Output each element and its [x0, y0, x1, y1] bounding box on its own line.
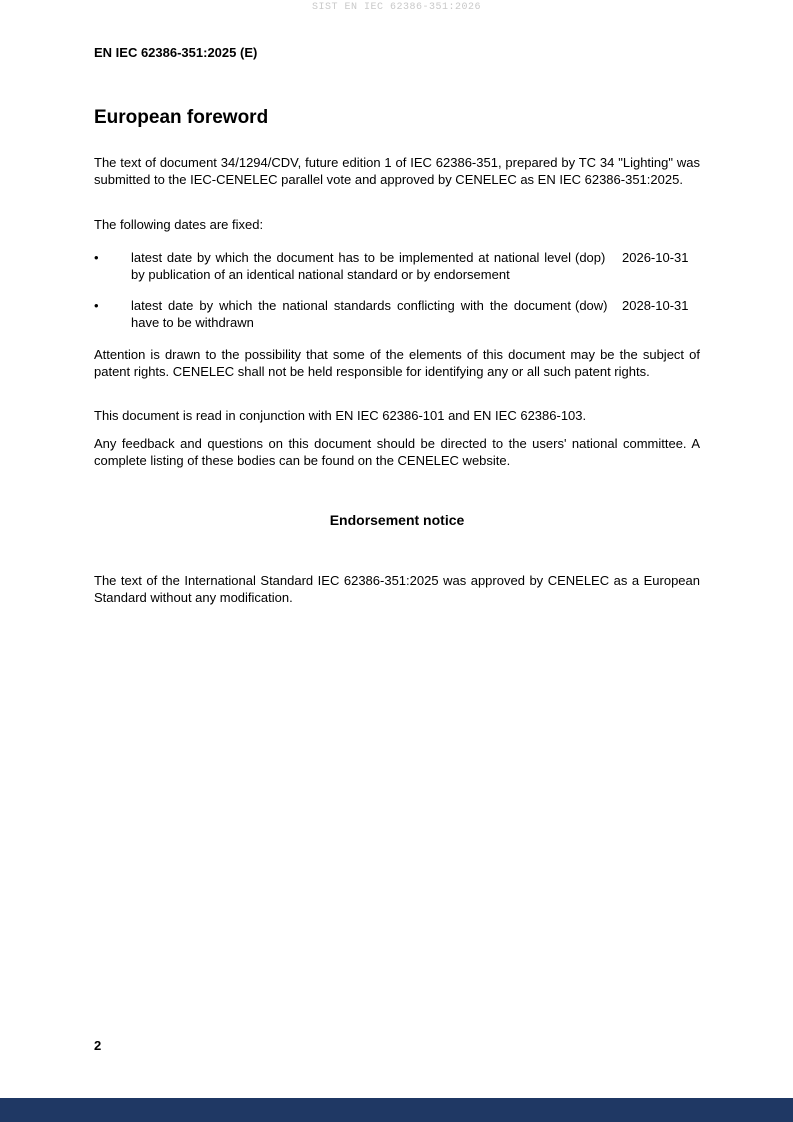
date-item-dop — [94, 249, 700, 283]
date-item-value: 2028-10-31 — [622, 298, 689, 313]
foreword-title: European foreword — [94, 107, 269, 128]
patent-rights-paragraph: Attention is drawn to the possibility that some of the elements of this document may be the subject of patent rights. CENELEC shall not be held responsible for identifying any or all such patent rights. — [94, 347, 700, 379]
document-reference-header: EN IEC 62386-351:2025 (E) — [94, 45, 258, 60]
endorsement-notice-title: Endorsement notice — [329, 512, 465, 528]
date-item-value: 2026-10-31 — [622, 250, 689, 265]
date-item-text: latest date by which the document has to be implemented at national level by publication of an identical national standard or by endorsement — [131, 250, 571, 282]
date-item-text: latest date by which the national standards conflicting with the document have to be withdrawn — [131, 298, 571, 330]
foreword-intro-paragraph: The text of document 34/1294/CDV, future edition 1 of IEC 62386-351, prepared by TC 34 "Lighting" was submitted to the IEC-CENELEC parallel vote and approved by CENELEC as EN IEC 62386-351:2025. — [94, 155, 700, 187]
endorsement-paragraph: The text of the International Standard IEC 62386-351:2025 was approved by CENELEC as a European Standard without any modification. — [94, 573, 700, 605]
bullet-marker: • — [94, 298, 99, 313]
page-content — [94, 0, 700, 606]
date-item-label: (dop) — [575, 250, 606, 265]
page-number: 2 — [94, 1038, 102, 1053]
conjunction-paragraph: This document is read in conjunction with EN IEC 62386-101 and EN IEC 62386-103. — [94, 408, 587, 423]
footer-color-bar — [0, 1098, 793, 1122]
watermark-text: SIST EN IEC 62386-351:2026 — [311, 2, 482, 13]
feedback-paragraph: Any feedback and questions on this document should be directed to the users' national committee. A complete listing of these bodies can be found on the CENELEC website. — [94, 436, 700, 468]
bullet-marker: • — [94, 250, 99, 265]
dates-fixed-intro: The following dates are fixed: — [94, 217, 264, 232]
date-item-dow — [94, 297, 700, 331]
date-item-label: (dow) — [575, 298, 608, 313]
